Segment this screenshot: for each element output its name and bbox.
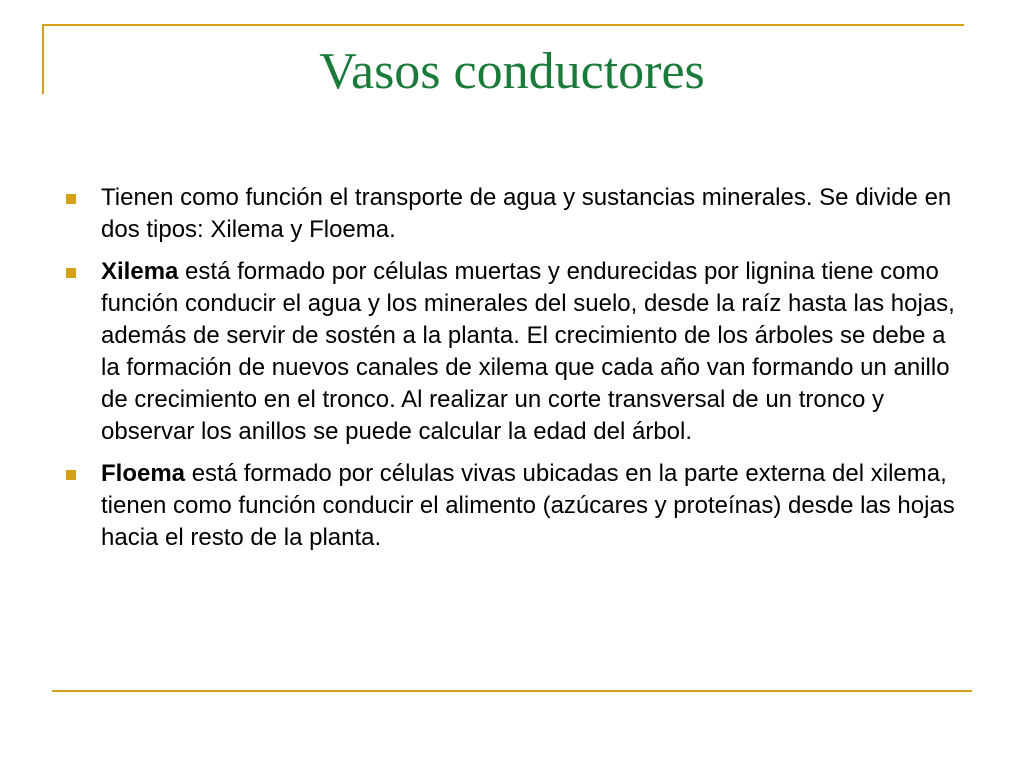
- bullet-square-icon: [66, 470, 76, 480]
- bullet-term: Xilema: [101, 258, 179, 285]
- frame-left-line: [42, 24, 44, 94]
- bullet-text: está formado por células muertas y endurecidas por lignina tiene como función conducir el agua y los minerales del suelo, desde la raíz hasta las hojas, además de servir de sostén a la planta. El crecimiento de los árboles se debe a la formación de nuevos canales de xilema que cada año van formando un anillo de crecimiento en el tronco. Al realizar un corte transversal de un tronco y observar los anillos se puede calcular la edad del árbol.: [101, 258, 955, 445]
- frame-bottom-line: [52, 690, 972, 692]
- bullet-item-intro: [66, 182, 966, 246]
- bullet-item-floema: [66, 458, 966, 554]
- slide-title: Vasos conductores: [319, 43, 705, 100]
- bullet-square-icon: [66, 268, 76, 278]
- bullet-square-icon: [66, 194, 76, 204]
- bullet-list: [66, 182, 966, 564]
- bullet-item-xilema: [66, 256, 966, 448]
- bullet-term: Floema: [101, 460, 186, 487]
- frame-top-line: [42, 24, 964, 26]
- bullet-text: está formado por células vivas ubicadas en la parte externa del xilema, tienen como función conducir el alimento (azúcares y proteínas) desde las hojas hacia el resto de la planta.: [101, 460, 955, 551]
- bullet-text: Tienen como función el transporte de agua y sustancias minerales. Se divide en dos tipos: Xilema y Floema.: [101, 184, 952, 243]
